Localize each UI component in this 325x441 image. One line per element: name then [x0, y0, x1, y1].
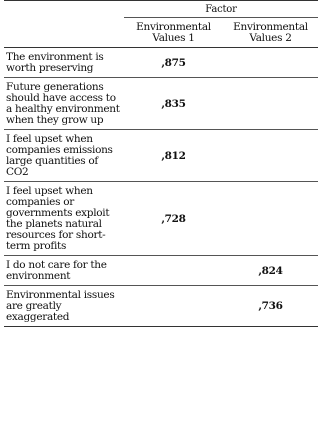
loading-factor-2: ,824: [223, 256, 318, 286]
factor-header-row: [4, 1, 318, 18]
table-row: [4, 286, 318, 327]
loading-factor-1: ,835: [124, 78, 223, 130]
loading-factor-1: ,875: [124, 48, 223, 78]
item-column-header: [4, 18, 124, 48]
column-header-env-values-1: Environmental Values 1: [124, 18, 223, 48]
item-text: The environment is worth preserving: [4, 48, 124, 78]
loading-factor-1: [124, 256, 223, 286]
factor-loadings-table-container: [4, 0, 318, 327]
empty-corner-cell: [4, 1, 124, 18]
loading-factor-1: ,728: [124, 182, 223, 256]
factor-loadings-table: [4, 0, 318, 327]
loading-factor-2: [223, 182, 318, 256]
table-row: [4, 182, 318, 256]
factor-label: Factor: [124, 1, 318, 18]
item-text: I do not care for the environment: [4, 256, 124, 286]
item-text: Future generations should have access to a healthy environment when they grow up: [4, 78, 124, 130]
loading-factor-2: [223, 130, 318, 182]
table-row: [4, 130, 318, 182]
loading-factor-1: [124, 286, 223, 327]
item-text: I feel upset when companies emissions large quantities of CO2: [4, 130, 124, 182]
loading-factor-1: ,812: [124, 130, 223, 182]
column-header-row: [4, 18, 318, 48]
loading-factor-2: [223, 48, 318, 78]
table-row: [4, 256, 318, 286]
loading-factor-2: ,736: [223, 286, 318, 327]
loading-factor-2: [223, 78, 318, 130]
table-row: [4, 48, 318, 78]
item-text: I feel upset when companies or governments exploit the planets natural resources for short-term profits: [4, 182, 124, 256]
item-text: Environmental issues are greatly exaggerated: [4, 286, 124, 327]
table-row: [4, 78, 318, 130]
column-header-env-values-2: Environmental Values 2: [223, 18, 318, 48]
